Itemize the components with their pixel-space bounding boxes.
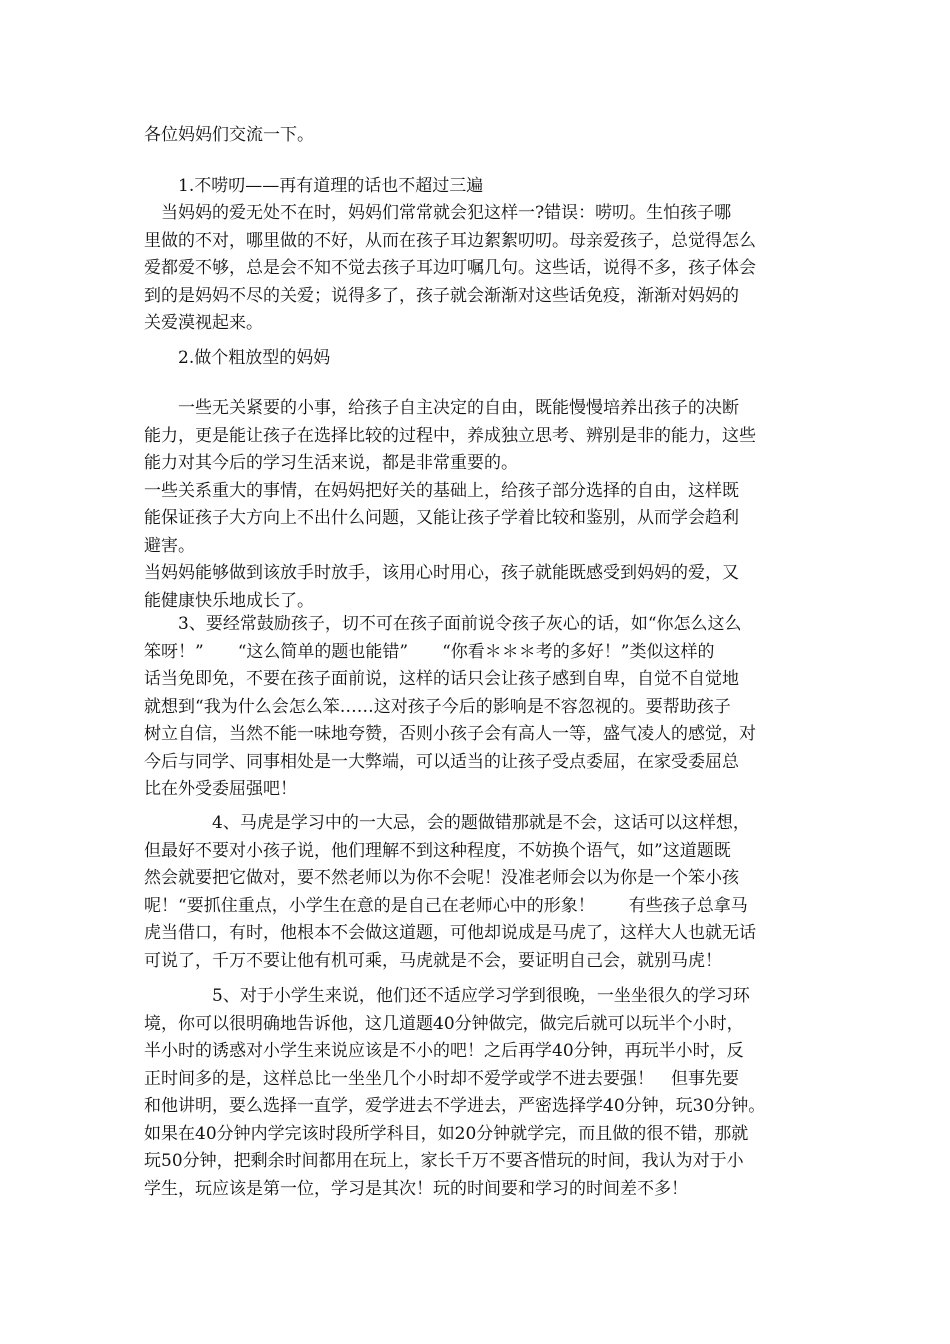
text-line: 话当免即免，不要在孩子面前说，这样的话只会让孩子感到自卑，自觉不自觉地: [144, 669, 739, 689]
text-line: 学生，玩应该是第一位，学习是其次！玩的时间要和学习的时间差不多！: [144, 1178, 688, 1199]
intro-paragraph: [144, 122, 814, 150]
section5-paragraph: [144, 983, 814, 1203]
text-line: 2.做个粗放型的妈妈: [144, 348, 331, 368]
text-line: 到的是妈妈不尽的关爱；说得多了，孩子就会渐渐对这些话免疫，渐渐对妈妈的: [144, 285, 739, 306]
text-line: 当妈妈的爱无处不在时，妈妈们常常就会犯这样一?错误：唠叨。生怕孩子哪: [144, 203, 732, 223]
section3-paragraph: [144, 611, 814, 804]
text-line: 3、要经常鼓励孩子，切不可在孩子面前说令孩子灰心的话，如“你怎么这么: [144, 614, 742, 634]
text-line: 和他讲明，要么选择一直学，爱学进去不学进去，严密选择学40分钟，玩30分钟。: [144, 1096, 766, 1116]
section1-heading: [144, 173, 814, 201]
text-line: 正时间多的是，这样总比一坐坐几个小时却不爱学或学不进去要强！ 但事先要: [144, 1068, 739, 1089]
text-line: 避害。: [144, 535, 195, 556]
text-line: 能力对其今后的学习生活来说，都是非常重要的。: [144, 453, 518, 473]
text-line: 树立自信，当然不能一味地夸赞，否则小孩子会有高人一等，盛气凌人的感觉，对: [144, 724, 756, 744]
text-line: 然会就要把它做对，要不然老师以为你不会呢！没准老师会以为你是一个笨小孩: [144, 868, 739, 888]
text-line: 半小时的诱惑对小学生来说应该是不小的吧！之后再学40分钟，再玩半小时，反: [144, 1041, 744, 1061]
text-line: 能保证孩子大方向上不出什么问题，又能让孩子学着比较和鉴别，从而学会趋利: [144, 508, 739, 528]
text-line: 笨呀！” “这么简单的题也能错” “你看＊＊＊考的多好！”类似这样的: [144, 641, 715, 662]
section4-paragraph: [144, 810, 814, 975]
section2-heading: [144, 345, 814, 373]
text-line: 但最好不要对小孩子说，他们理解不到这种程度，不妨换个语气，如”这道题既: [144, 840, 731, 861]
text-line: 境，你可以很明确地告诉他，这几道题40分钟做完，做完后就可以玩半个小时，: [144, 1013, 744, 1034]
text-line: 今后与同学、同事相处是一大弊端，可以适当的让孩子受点委屈，在家受委屈总: [144, 751, 739, 772]
text-line: 关爱漠视起来。: [144, 313, 263, 333]
text-line: 4、马虎是学习中的一大忌，会的题做错那就是不会，这话可以这样想，: [144, 813, 750, 833]
text-line: 如果在40分钟内学完该时段所学科目，如20分钟就学完，而且做的很不错，那就: [144, 1123, 749, 1144]
text-line: 各位妈妈们交流一下。: [144, 125, 314, 145]
text-line: 1.不唠叨——再有道理的话也不超过三遍: [144, 176, 484, 196]
text-line: 呢！“要抓住重点，小学生在意的是自己在老师心中的形象！ 有些孩子总拿马: [144, 895, 748, 916]
text-line: 玩50分钟，把剩余时间都用在玩上，家长千万不要吝惜玩的时间，我认为对于小: [144, 1151, 744, 1171]
text-line: 能健康快乐地成长了。: [144, 590, 314, 611]
text-line: 5、对于小学生来说，他们还不适应学习学到很晚，一坐坐很久的学习环: [144, 986, 750, 1006]
text-line: 比在外受委屈强吧！: [144, 779, 297, 799]
text-line: 可说了，千万不要让他有机可乘，马虎就是不会，要证明自己会，就别马虎！: [144, 950, 722, 971]
text-line: 虎当借口，有时，他根本不会做这道题，可他却说成是马虎了，这样大人也就无话: [144, 923, 756, 943]
text-line: 里做的不对，哪里做的不好，从而在孩子耳边絮絮叨叨。母亲爱孩子，总觉得怎么: [144, 230, 756, 251]
section2-body: [144, 395, 814, 615]
section1-body: [144, 200, 814, 338]
text-line: 爱都爱不够，总是会不知不觉去孩子耳边叮嘱几句。这些话，说得不多，孩子体会: [144, 258, 756, 278]
text-line: 当妈妈能够做到该放手时放手，该用心时用心，孩子就能既感受到妈妈的爱，又: [144, 563, 739, 583]
text-line: 能力，更是能让孩子在选择比较的过程中，养成独立思考、辨别是非的能力，这些: [144, 425, 756, 446]
text-line: 就想到“我为什么会怎么笨……这对孩子今后的影响是不容忽视的。要帮助孩子: [144, 696, 731, 717]
text-line: 一些无关紧要的小事，给孩子自主决定的自由，既能慢慢培养出孩子的决断: [144, 398, 739, 418]
text-line: 一些关系重大的事情，在妈妈把好关的基础上，给孩子部分选择的自由，这样既: [144, 480, 739, 501]
